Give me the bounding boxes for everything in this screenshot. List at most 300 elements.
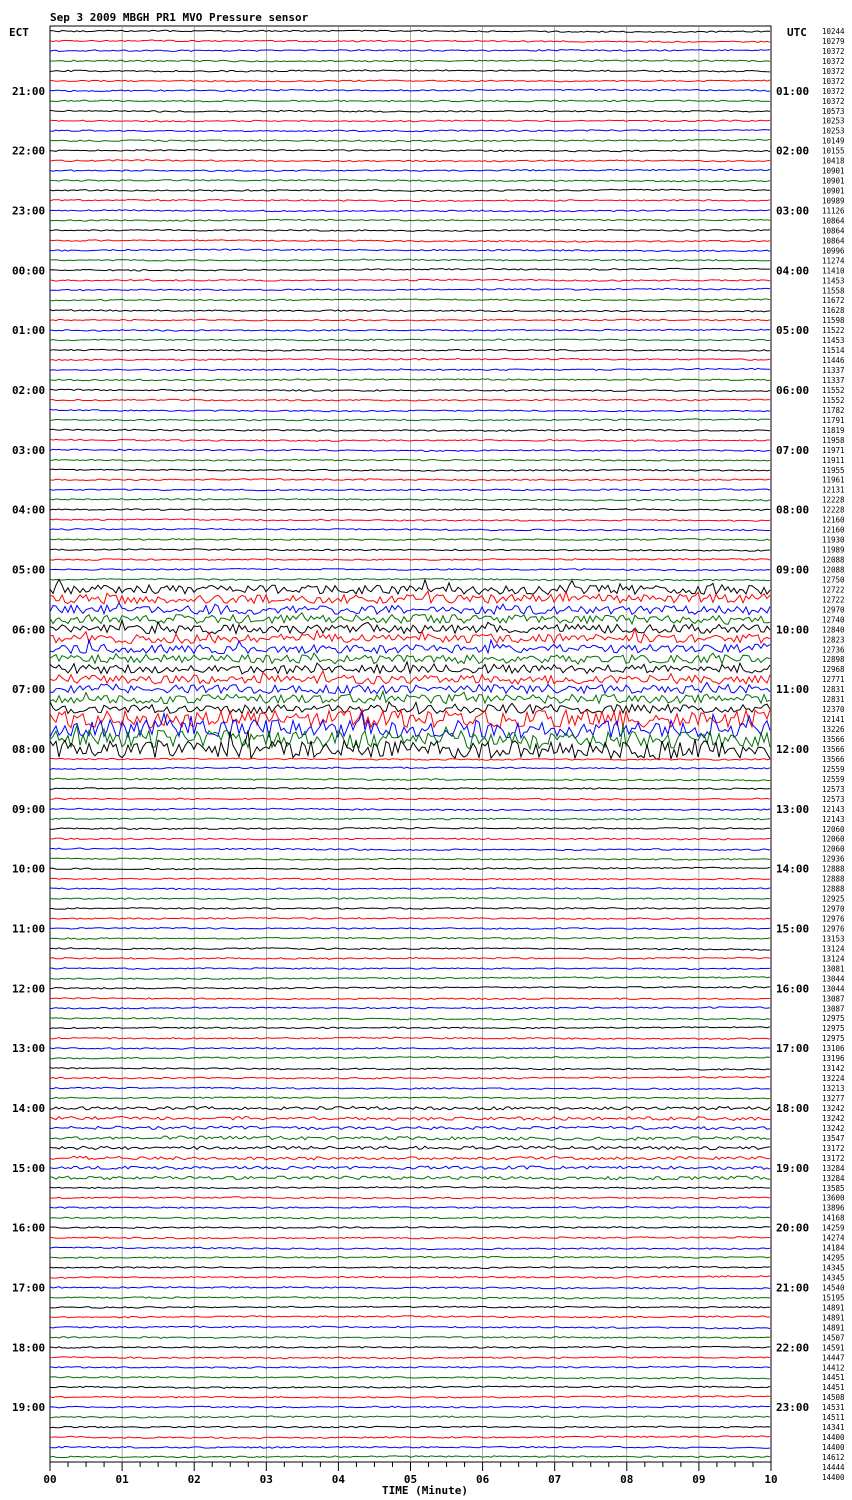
trace-line xyxy=(50,139,770,141)
row-value-label: 12143 xyxy=(822,814,845,824)
row-value-label: 12228 xyxy=(822,495,845,505)
row-value-label: 12060 xyxy=(822,834,845,844)
row-value-label: 12823 xyxy=(822,635,845,645)
right-hour-label: 05:00 xyxy=(776,324,810,338)
row-value-label: 14274 xyxy=(822,1233,845,1243)
right-hour-label: 10:00 xyxy=(776,623,810,637)
row-value-label: 12898 xyxy=(822,655,845,665)
row-value-label: 12975 xyxy=(822,1024,845,1034)
trace-line xyxy=(50,702,770,714)
trace-line xyxy=(50,948,770,951)
right-hour-label: 02:00 xyxy=(776,144,810,158)
right-hour-label: 08:00 xyxy=(776,503,810,517)
row-value-label: 14184 xyxy=(822,1243,845,1253)
row-value-label: 10372 xyxy=(822,76,845,86)
trace-line xyxy=(50,1446,770,1448)
left-hour-label: 17:00 xyxy=(12,1281,46,1295)
trace-line xyxy=(50,459,770,461)
right-hour-label: 20:00 xyxy=(776,1221,810,1235)
row-value-label: 13142 xyxy=(822,1064,845,1074)
row-value-label: 10864 xyxy=(822,216,845,226)
row-value-label: 13566 xyxy=(822,735,845,745)
row-value-label: 12573 xyxy=(822,784,845,794)
left-hour-label: 03:00 xyxy=(12,443,46,457)
row-value-label: 11598 xyxy=(822,316,845,326)
row-value-label: 14591 xyxy=(822,1343,845,1353)
left-hour-labels xyxy=(12,85,45,1414)
row-value-label: 11552 xyxy=(822,385,845,395)
row-value-label: 12888 xyxy=(822,874,845,884)
trace-line xyxy=(50,1257,770,1259)
row-value-label: 11672 xyxy=(822,296,845,306)
trace-line xyxy=(50,268,770,271)
row-value-label: 13242 xyxy=(822,1113,845,1123)
row-value-label: 12722 xyxy=(822,585,845,595)
row-value-label: 12750 xyxy=(822,575,845,585)
trace-line xyxy=(50,710,770,728)
trace-line xyxy=(50,788,770,790)
left-hour-label: 04:00 xyxy=(12,503,46,517)
trace-line xyxy=(50,120,770,122)
left-hour-label: 05:00 xyxy=(12,563,46,577)
trace-line xyxy=(50,199,770,201)
trace-line xyxy=(50,1037,770,1039)
trace-line xyxy=(50,1386,770,1388)
row-value-label: 13242 xyxy=(822,1103,845,1113)
row-value-label: 12131 xyxy=(822,485,845,495)
row-value-label: 11961 xyxy=(822,475,845,485)
right-hour-label: 23:00 xyxy=(776,1401,810,1415)
row-value-label: 13284 xyxy=(822,1173,845,1183)
left-hour-label: 02:00 xyxy=(12,383,46,397)
x-axis xyxy=(43,1462,777,1486)
trace-line xyxy=(50,100,770,102)
row-value-label: 10573 xyxy=(822,106,845,116)
right-hour-label: 16:00 xyxy=(776,982,810,996)
row-value-label: 13124 xyxy=(822,944,845,954)
left-timezone-label: ECT xyxy=(9,26,29,39)
trace-line xyxy=(50,808,770,811)
trace-line xyxy=(50,683,770,694)
right-hour-label: 01:00 xyxy=(776,84,810,98)
row-value-label: 11337 xyxy=(822,376,845,386)
row-value-label: 14891 xyxy=(822,1313,845,1323)
right-hour-label: 13:00 xyxy=(776,802,810,816)
row-value-label: 10279 xyxy=(822,36,845,46)
trace-line xyxy=(50,1197,770,1199)
trace-line xyxy=(50,1187,770,1189)
trace-line xyxy=(50,1406,770,1408)
row-value-label: 12976 xyxy=(822,924,845,934)
row-value-label: 10901 xyxy=(822,176,845,186)
trace-line xyxy=(50,429,770,431)
row-value-label: 13242 xyxy=(822,1123,845,1133)
row-value-label: 12559 xyxy=(822,774,845,784)
row-value-label: 13585 xyxy=(822,1183,845,1193)
row-value-label: 11791 xyxy=(822,415,845,425)
trace-line xyxy=(50,60,770,62)
trace-line xyxy=(50,329,770,331)
trace-line xyxy=(50,1456,770,1458)
row-value-label: 14508 xyxy=(822,1393,845,1403)
row-value-label: 10372 xyxy=(822,56,845,66)
trace-line xyxy=(50,389,770,391)
row-value-label: 12975 xyxy=(822,1014,845,1024)
trace-line xyxy=(50,89,770,91)
trace-line xyxy=(50,1247,770,1250)
row-value-label: 11337 xyxy=(822,366,845,376)
trace-line xyxy=(50,662,770,674)
trace-line xyxy=(50,603,770,615)
trace-line xyxy=(50,1126,770,1130)
left-hour-label: 16:00 xyxy=(12,1221,46,1235)
row-value-label: 12976 xyxy=(822,914,845,924)
right-hour-labels xyxy=(776,85,809,1414)
row-value-label: 14451 xyxy=(822,1383,845,1393)
left-hour-label: 12:00 xyxy=(12,982,46,996)
row-value-label: 13106 xyxy=(822,1044,845,1054)
trace-line xyxy=(50,1027,770,1029)
trace-line xyxy=(50,439,770,441)
row-value-label: 12160 xyxy=(822,525,845,535)
trace-line xyxy=(50,379,770,381)
row-value-label: 10418 xyxy=(822,156,845,166)
row-value-label: 11274 xyxy=(822,256,845,266)
trace-line xyxy=(50,1297,770,1299)
trace-line xyxy=(50,1326,770,1329)
trace-line xyxy=(50,1337,770,1339)
trace-line xyxy=(50,653,770,664)
row-value-label: 12925 xyxy=(822,894,845,904)
trace-line xyxy=(50,579,770,594)
trace-line xyxy=(50,898,770,900)
row-value-label: 10372 xyxy=(822,96,845,106)
trace-line xyxy=(50,110,770,112)
trace-line xyxy=(50,1377,770,1379)
trace-line xyxy=(50,1156,770,1160)
trace-line xyxy=(50,1237,770,1239)
row-value-label: 12141 xyxy=(822,715,845,725)
row-value-label: 13277 xyxy=(822,1094,845,1104)
trace-line xyxy=(50,310,770,312)
trace-line xyxy=(50,509,770,511)
row-value-label: 12968 xyxy=(822,665,845,675)
row-value-label: 14412 xyxy=(822,1363,845,1373)
trace-line xyxy=(50,928,770,930)
trace-line xyxy=(50,319,770,321)
trace-line xyxy=(50,977,770,980)
row-value-label: 11971 xyxy=(822,445,845,455)
row-value-label: 14400 xyxy=(822,1433,845,1443)
trace-line xyxy=(50,1227,770,1229)
left-hour-label: 15:00 xyxy=(12,1161,46,1175)
row-value-label: 11958 xyxy=(822,435,845,445)
trace-line xyxy=(50,230,770,232)
trace-line xyxy=(50,767,770,770)
x-axis-label: TIME (Minute) xyxy=(381,1484,469,1497)
row-value-label: 11955 xyxy=(822,465,845,475)
row-value-label: 11782 xyxy=(822,405,845,415)
row-value-label: 12060 xyxy=(822,824,845,834)
right-hour-label: 09:00 xyxy=(776,563,810,577)
trace-line xyxy=(50,1276,770,1279)
row-value-label: 11911 xyxy=(822,455,845,465)
trace-line xyxy=(50,130,770,132)
trace-line xyxy=(50,449,770,451)
right-hour-label: 19:00 xyxy=(776,1161,810,1175)
row-value-label: 10864 xyxy=(822,236,845,246)
trace-line xyxy=(50,399,770,401)
row-value-label: 13224 xyxy=(822,1074,845,1084)
row-value-label: 14531 xyxy=(822,1403,845,1413)
row-value-label: 14345 xyxy=(822,1273,845,1283)
left-hour-label: 08:00 xyxy=(12,742,46,756)
trace-line xyxy=(50,50,770,52)
row-value-label: 12736 xyxy=(822,645,845,655)
trace-line xyxy=(50,1176,770,1180)
right-hour-label: 21:00 xyxy=(776,1281,810,1295)
row-value-label: 10901 xyxy=(822,166,845,176)
left-hour-label: 18:00 xyxy=(12,1341,46,1355)
row-value-label: 14295 xyxy=(822,1253,845,1263)
trace-line xyxy=(50,1316,770,1318)
row-value-label: 10149 xyxy=(822,136,845,146)
trace-line xyxy=(50,299,770,301)
trace-line xyxy=(50,569,770,571)
trace-line xyxy=(50,419,770,421)
row-value-label: 14345 xyxy=(822,1263,845,1273)
x-tick-label: 04 xyxy=(331,1473,346,1486)
row-value-label: 11446 xyxy=(822,356,845,366)
trace-line xyxy=(50,818,770,820)
trace-line xyxy=(50,968,770,970)
left-hour-label: 22:00 xyxy=(12,144,46,158)
trace-line xyxy=(50,888,770,890)
row-value-label: 12771 xyxy=(822,675,845,685)
trace-line xyxy=(50,1068,770,1071)
left-hour-label: 06:00 xyxy=(12,623,46,637)
trace-line xyxy=(50,288,770,290)
row-value-label: 11989 xyxy=(822,545,845,555)
row-value-label: 11514 xyxy=(822,346,845,356)
trace-line xyxy=(50,368,770,370)
right-hour-label: 14:00 xyxy=(776,862,810,876)
left-hour-label: 23:00 xyxy=(12,204,46,218)
trace-line xyxy=(50,519,770,521)
row-value-label: 15195 xyxy=(822,1293,845,1303)
row-value-label: 12370 xyxy=(822,705,845,715)
x-tick-label: 09 xyxy=(692,1473,706,1486)
row-value-label: 14168 xyxy=(822,1213,845,1223)
row-value-label: 13226 xyxy=(822,725,845,735)
trace-line xyxy=(50,70,770,72)
row-value-label: 11930 xyxy=(822,535,845,545)
trace-line xyxy=(50,40,770,43)
trace-line xyxy=(50,249,770,252)
trace-line xyxy=(50,1166,770,1170)
trace-line xyxy=(50,358,770,360)
row-value-label: 10864 xyxy=(822,226,845,236)
row-value-label: 10996 xyxy=(822,246,845,256)
trace-line xyxy=(50,1007,770,1009)
row-value-label: 12936 xyxy=(822,854,845,864)
trace-line xyxy=(50,180,770,182)
row-value-label: 13172 xyxy=(822,1143,845,1153)
trace-line xyxy=(50,279,770,281)
x-tick-label: 06 xyxy=(475,1473,490,1486)
trace-line xyxy=(50,1217,770,1219)
row-value-label: 11453 xyxy=(822,336,845,346)
trace-line xyxy=(50,259,770,261)
row-value-label: 13172 xyxy=(822,1153,845,1163)
x-tick-label: 08 xyxy=(620,1473,634,1486)
trace-line xyxy=(50,539,770,541)
right-hour-label: 18:00 xyxy=(776,1101,810,1115)
trace-line xyxy=(50,1207,770,1209)
trace-line xyxy=(50,778,770,781)
trace-line xyxy=(50,189,770,191)
row-value-label: 12088 xyxy=(822,565,845,575)
trace-line xyxy=(50,1047,770,1049)
trace-line xyxy=(50,798,770,800)
left-hour-label: 19:00 xyxy=(12,1401,46,1415)
row-value-label: 12831 xyxy=(822,685,845,695)
trace-line xyxy=(50,1366,770,1368)
trace-line xyxy=(50,1287,770,1289)
trace-line xyxy=(50,549,770,551)
trace-line xyxy=(50,579,770,581)
row-value-label: 11558 xyxy=(822,286,845,296)
trace-line xyxy=(50,1346,770,1348)
row-value-label: 13896 xyxy=(822,1203,845,1213)
trace-line xyxy=(50,827,770,829)
x-tick-label: 01 xyxy=(115,1473,129,1486)
trace-line xyxy=(50,559,770,561)
trace-line xyxy=(50,169,770,171)
traces xyxy=(50,30,770,1457)
trace-line xyxy=(50,489,770,491)
row-value-label: 14891 xyxy=(822,1303,845,1313)
row-value-label: 14451 xyxy=(822,1373,845,1383)
trace-line xyxy=(50,30,770,32)
trace-line xyxy=(50,1357,770,1359)
row-value-label: 11628 xyxy=(822,306,845,316)
row-value-label: 14400 xyxy=(822,1472,845,1482)
row-value-label: 12573 xyxy=(822,794,845,804)
row-value-label: 13213 xyxy=(822,1084,845,1094)
left-hour-label: 10:00 xyxy=(12,862,46,876)
row-value-label: 13044 xyxy=(822,974,845,984)
row-value-label: 11819 xyxy=(822,425,845,435)
row-value-label: 12975 xyxy=(822,1034,845,1044)
row-value-label: 12970 xyxy=(822,605,845,615)
right-hour-label: 07:00 xyxy=(776,443,810,457)
row-value-label: 14444 xyxy=(822,1462,845,1472)
row-value-label: 11522 xyxy=(822,326,845,336)
row-value-label: 14891 xyxy=(822,1323,845,1333)
right-hour-label: 15:00 xyxy=(776,922,810,936)
row-value-label: 11410 xyxy=(822,266,845,276)
row-value-label: 11126 xyxy=(822,206,845,216)
row-value-label: 14341 xyxy=(822,1423,845,1433)
row-value-label: 13600 xyxy=(822,1193,845,1203)
trace-line xyxy=(50,349,770,351)
row-value-label: 14507 xyxy=(822,1333,845,1343)
trace-line xyxy=(50,499,770,501)
trace-line xyxy=(50,240,770,242)
x-tick-label: 10 xyxy=(764,1473,778,1486)
right-hour-label: 06:00 xyxy=(776,383,810,397)
trace-line xyxy=(50,1087,770,1089)
right-hour-label: 12:00 xyxy=(776,742,810,756)
left-hour-label: 01:00 xyxy=(12,324,46,338)
x-tick-label: 07 xyxy=(548,1473,562,1486)
trace-line xyxy=(50,867,770,870)
trace-line xyxy=(50,150,770,152)
row-value-label: 12228 xyxy=(822,505,845,515)
row-value-label: 13547 xyxy=(822,1133,845,1143)
right-hour-label: 03:00 xyxy=(776,204,810,218)
trace-line xyxy=(50,1266,770,1268)
trace-line xyxy=(50,838,770,840)
trace-line xyxy=(50,339,770,341)
x-tick-label: 00 xyxy=(43,1473,57,1486)
trace-line xyxy=(50,1136,770,1140)
row-value-label: 14540 xyxy=(822,1283,845,1293)
left-hour-label: 14:00 xyxy=(12,1101,46,1115)
row-value-label: 12160 xyxy=(822,515,845,525)
trace-line xyxy=(50,758,770,760)
trace-line xyxy=(50,858,770,860)
trace-line xyxy=(50,1416,770,1418)
trace-line xyxy=(50,479,770,481)
trace-line xyxy=(50,987,770,990)
row-value-label: 10372 xyxy=(822,66,845,76)
trace-line xyxy=(50,918,770,920)
row-value-label: 12888 xyxy=(822,884,845,894)
left-hour-label: 11:00 xyxy=(12,922,46,936)
row-value-label: 14612 xyxy=(822,1453,845,1463)
row-value-label: 10253 xyxy=(822,116,845,126)
trace-line xyxy=(50,219,770,221)
row-value-label: 12143 xyxy=(822,804,845,814)
left-hour-label: 00:00 xyxy=(12,264,46,278)
row-value-labels xyxy=(822,27,845,1482)
x-tick-label: 05 xyxy=(403,1473,418,1486)
row-value-label: 10253 xyxy=(822,126,845,136)
trace-line xyxy=(50,1396,770,1398)
row-value-label: 14400 xyxy=(822,1443,845,1453)
trace-line xyxy=(50,1146,770,1150)
row-value-label: 12888 xyxy=(822,864,845,874)
row-value-label: 13153 xyxy=(822,934,845,944)
row-value-label: 14447 xyxy=(822,1353,845,1363)
trace-line xyxy=(50,957,770,959)
row-value-label: 12722 xyxy=(822,595,845,605)
row-value-label: 13124 xyxy=(822,954,845,964)
trace-line xyxy=(50,998,770,1000)
trace-line xyxy=(50,848,770,851)
row-value-label: 14259 xyxy=(822,1223,845,1233)
trace-line xyxy=(50,160,770,162)
row-value-label: 10372 xyxy=(822,86,845,96)
right-hour-label: 11:00 xyxy=(776,683,810,697)
row-value-label: 12060 xyxy=(822,844,845,854)
row-value-label: 11552 xyxy=(822,395,845,405)
trace-line xyxy=(50,908,770,910)
trace-line xyxy=(50,937,770,939)
row-value-label: 12559 xyxy=(822,764,845,774)
